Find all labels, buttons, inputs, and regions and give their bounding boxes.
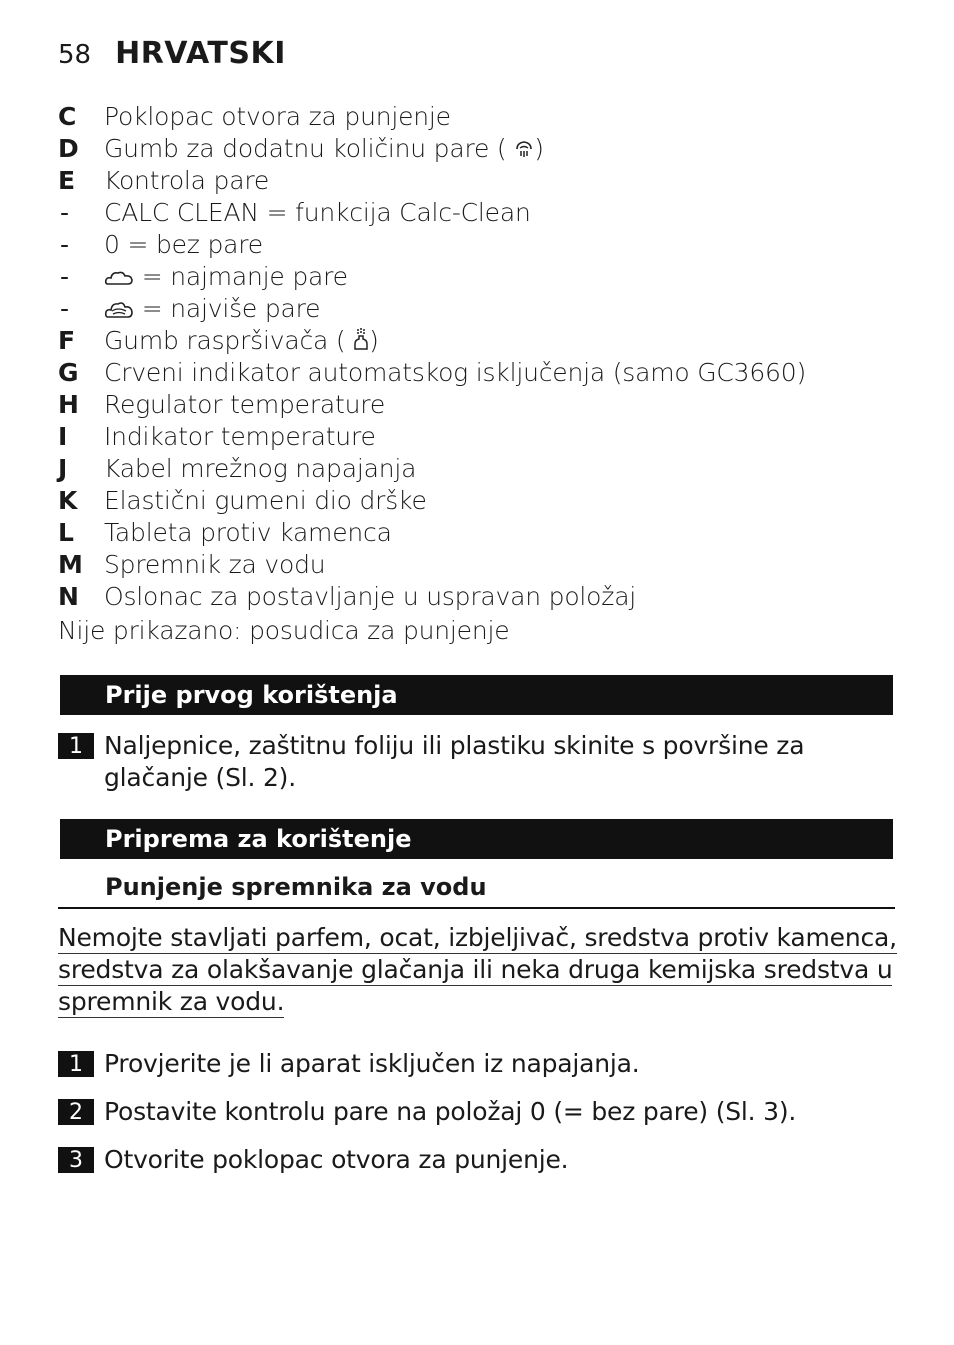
part-item-g — [58, 358, 918, 390]
step-number: 1 — [58, 1051, 94, 1077]
parts-list — [58, 102, 918, 645]
section-heading-first-use — [60, 675, 893, 715]
part-text: Kabel mrežnog napajanja — [104, 454, 417, 483]
page-number: 58 — [58, 40, 92, 70]
part-text: Indikator temperature — [104, 422, 376, 451]
part-key: H — [58, 390, 79, 419]
step-number: 2 — [58, 1099, 94, 1125]
part-subitem — [58, 230, 918, 262]
step-text: Otvorite poklopac otvora za punjenje. — [104, 1145, 569, 1174]
part-item-d: D Gumb za dodatnu količinu pare ( ) — [58, 134, 544, 163]
part-item-l — [58, 518, 918, 550]
part-item-k — [58, 486, 918, 518]
steam-boost-icon — [514, 136, 534, 165]
not-shown-note: Nije prikazano: posudica za punjenje — [58, 616, 510, 645]
language-heading: HRVATSKI — [115, 36, 286, 71]
section-title: Priprema za korištenje — [105, 825, 412, 853]
part-dash: - — [60, 294, 70, 323]
part-item-c — [58, 102, 918, 134]
part-item-e — [58, 166, 918, 198]
part-key: D — [58, 134, 79, 163]
subsection-title: Punjenje spremnika za vodu — [105, 873, 487, 901]
part-key: C — [58, 102, 77, 131]
part-item-f: F Gumb raspršivača ( ) — [58, 326, 379, 355]
step-number: 1 — [58, 733, 94, 759]
part-subitem — [58, 198, 918, 230]
part-item-j — [58, 454, 918, 486]
part-dash: - — [60, 230, 70, 259]
max-steam-cloud-icon — [104, 296, 134, 325]
divider — [58, 907, 895, 909]
part-text: Poklopac otvora za punjenje — [104, 102, 451, 131]
step-text: Postavite kontrolu pare na položaj 0 (= bez pare) (Sl. 3). — [104, 1097, 797, 1126]
warning-line: Nemojte stavljati parfem, ocat, izbjeljivač, sredstva protiv kamenca, — [58, 923, 897, 952]
warning-text — [58, 922, 897, 1018]
part-subitem: - = najviše pare — [60, 294, 321, 323]
part-key: F — [58, 326, 76, 355]
part-text: Crveni indikator automatskog isključenja (samo GC3660) — [104, 358, 806, 387]
step-text-line: Naljepnice, zaštitnu foliju ili plastiku skinite s površine za — [104, 731, 805, 760]
part-text: Oslonac za postavljanje u uspravan položaj — [104, 582, 637, 611]
part-key: N — [58, 582, 79, 611]
part-item-n — [58, 582, 918, 614]
part-item-h — [58, 390, 918, 422]
warning-line: sredstva za olakšavanje glačanja ili neka druga kemijska sredstva u — [58, 955, 893, 984]
spray-icon — [353, 327, 369, 357]
part-key: L — [58, 518, 74, 547]
part-key: G — [58, 358, 79, 387]
step-item — [58, 730, 804, 794]
part-item-i — [58, 422, 918, 454]
step-number: 3 — [58, 1147, 94, 1173]
part-text: CALC CLEAN = funkcija Calc-Clean — [104, 198, 531, 227]
step-item — [58, 1048, 640, 1080]
part-text: Spremnik za vodu — [104, 550, 326, 579]
part-text: Tableta protiv kamenca — [104, 518, 392, 547]
page-header — [58, 36, 286, 71]
section-heading-preparation — [60, 819, 893, 859]
part-subitem: - = najmanje pare — [60, 262, 348, 291]
part-item-m — [58, 550, 918, 582]
part-key: E — [58, 166, 76, 195]
part-key: M — [58, 550, 83, 579]
part-text: Regulator temperature — [104, 390, 386, 419]
step-item — [58, 1096, 796, 1128]
section-title: Prije prvog korištenja — [105, 681, 398, 709]
step-text-line: glačanje (Sl. 2). — [104, 763, 296, 792]
part-text: Gumb za dodatnu količinu pare ( — [104, 134, 507, 163]
part-text: Gumb raspršivača ( — [104, 326, 346, 355]
part-text: Kontrola pare — [104, 166, 270, 195]
part-text: Elastični gumeni dio drške — [104, 486, 427, 515]
part-text: 0 = bez pare — [104, 230, 263, 259]
part-key: J — [58, 454, 68, 483]
step-text: Provjerite je li aparat isključen iz napajanja. — [104, 1049, 640, 1078]
part-key: I — [58, 422, 68, 451]
part-key: K — [58, 486, 78, 515]
part-dash: - — [60, 198, 70, 227]
min-steam-cloud-icon — [104, 264, 134, 293]
part-dash: - — [60, 262, 70, 291]
step-item — [58, 1144, 568, 1176]
warning-line: spremnik za vodu. — [58, 987, 285, 1016]
